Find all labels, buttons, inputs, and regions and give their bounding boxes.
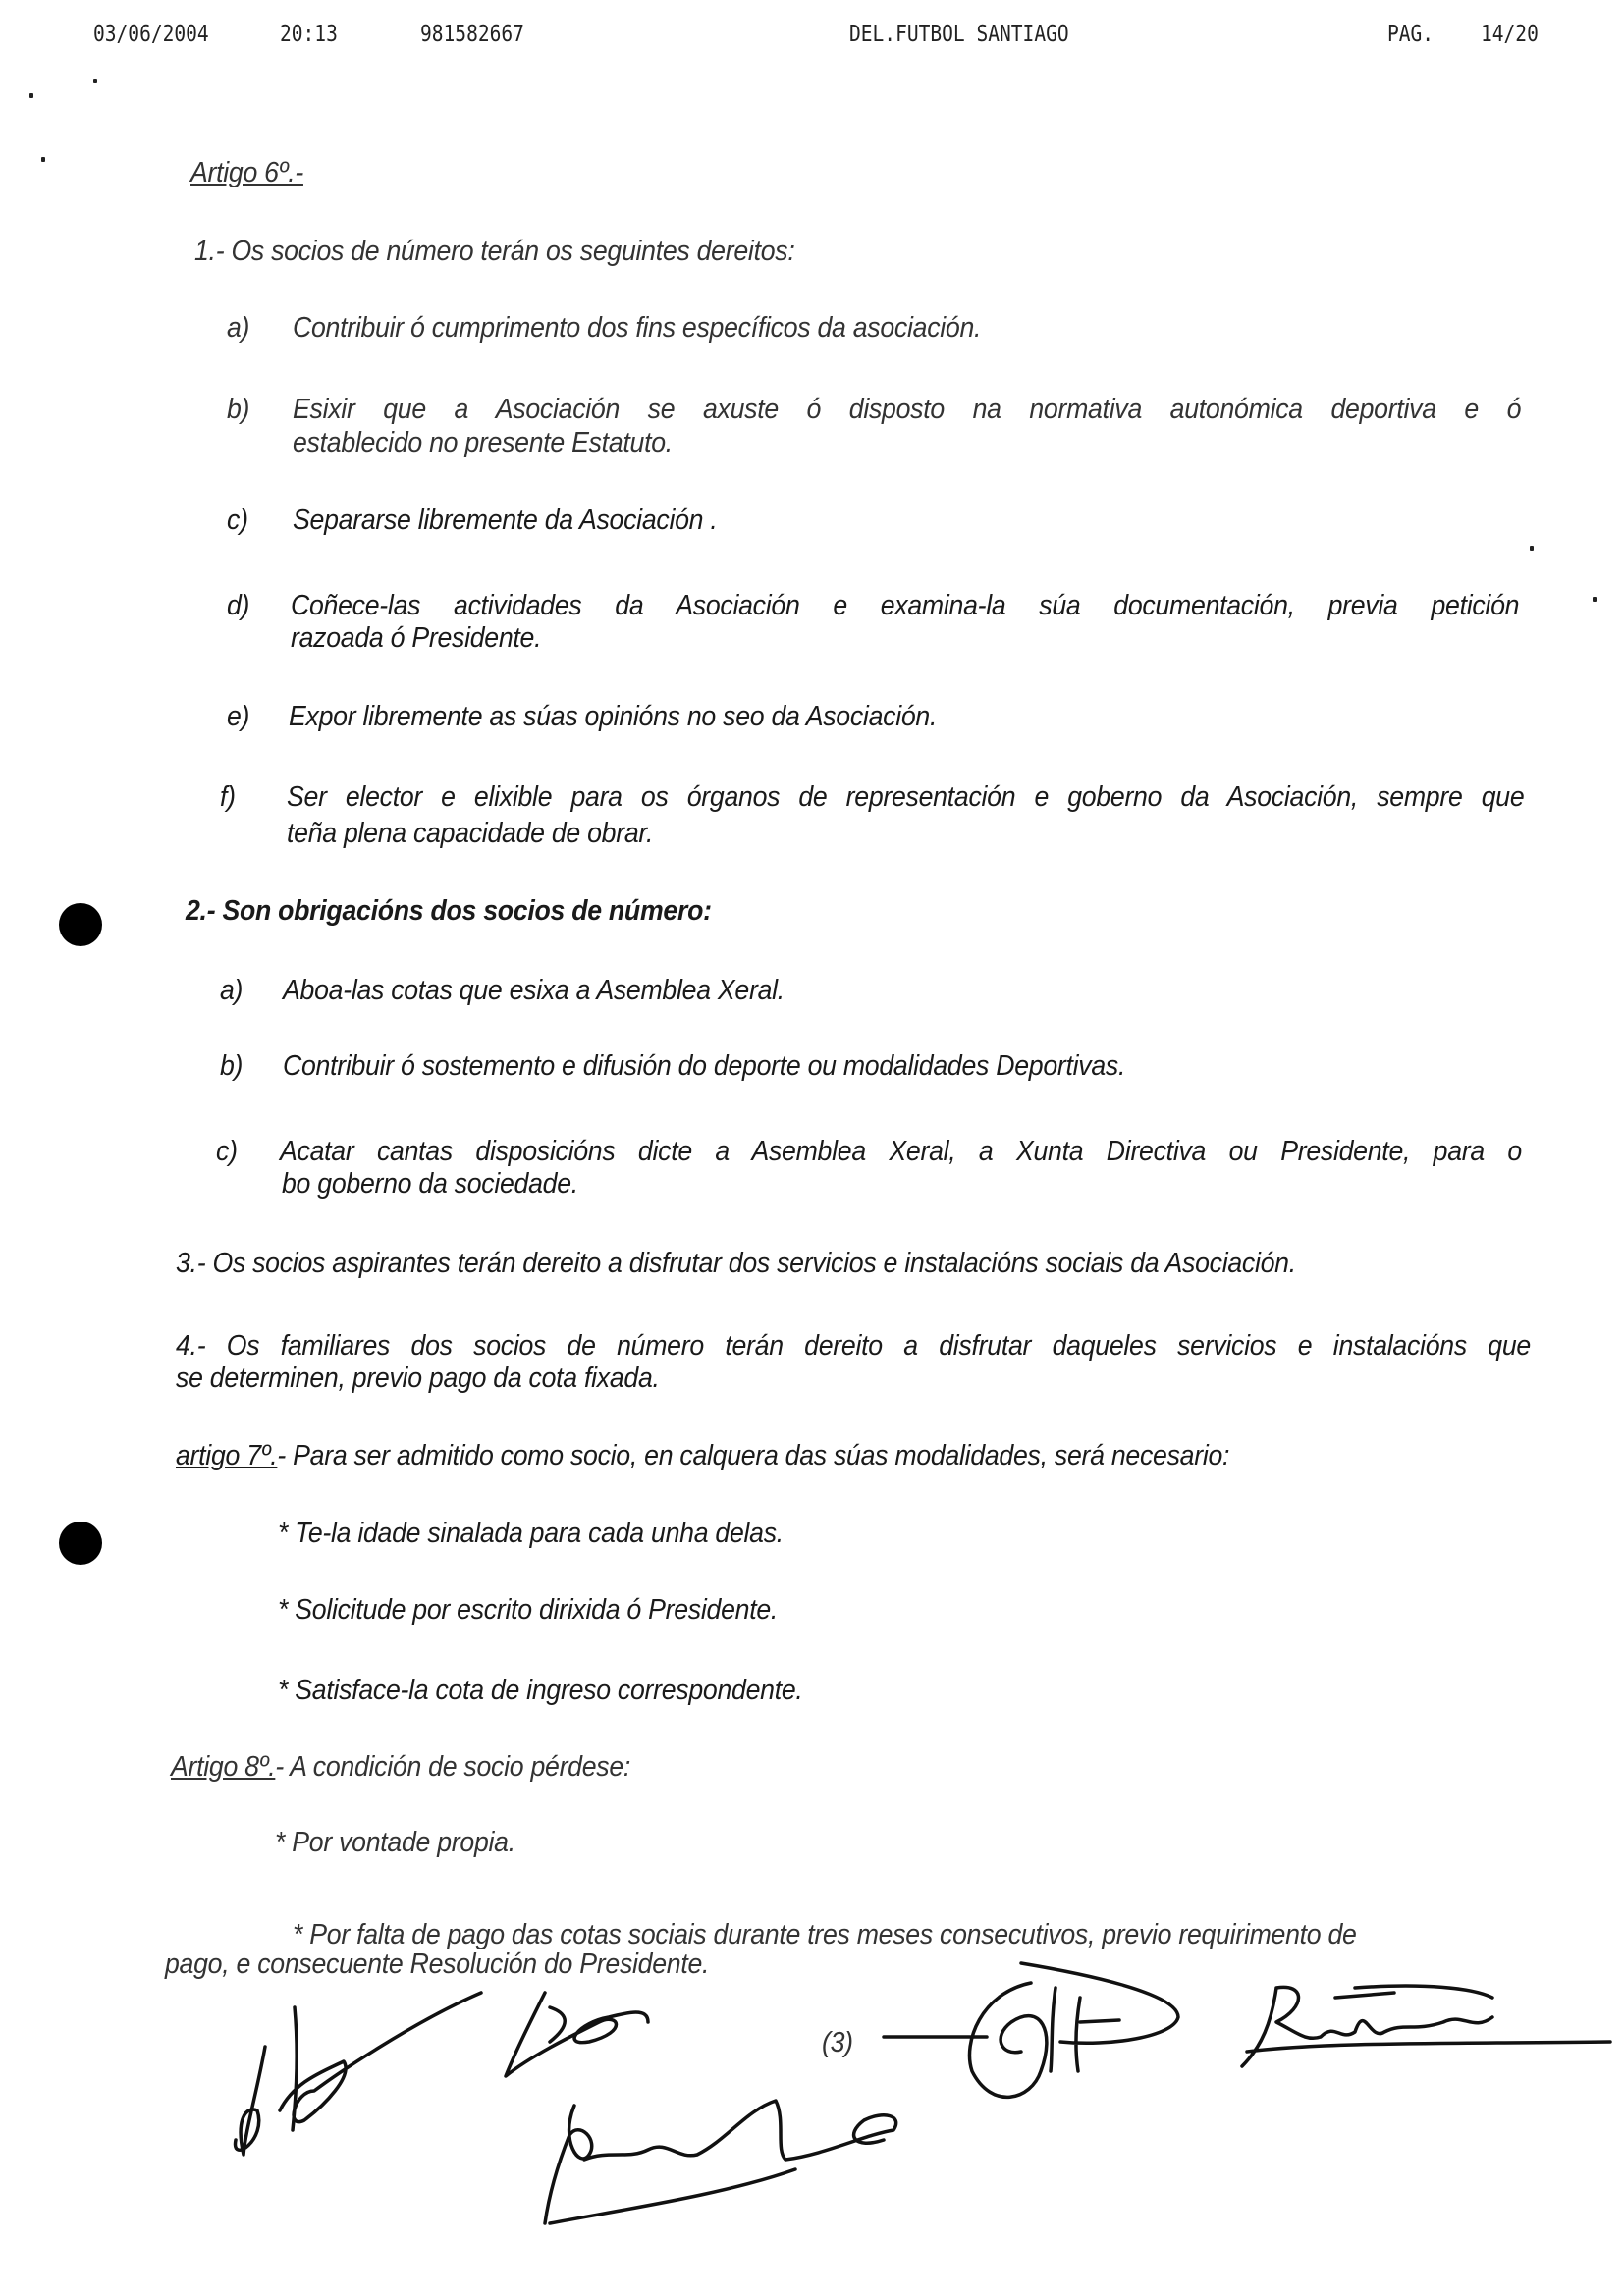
item-label: a) bbox=[220, 975, 244, 1006]
list-item: Acatar cantas disposicións dicte a Asemblea Xeral, a Xunta Directiva ou Presidente, para o bbox=[280, 1136, 1522, 1167]
signature-3 bbox=[545, 2101, 896, 2223]
bullet-item: * Por falta de pago das cotas sociais durante tres meses consecutivos, previo requirimento de bbox=[293, 1919, 1357, 1950]
article-8-intro: - A condición de socio pérdese: bbox=[275, 1751, 631, 1783]
page-counter: 14/20 bbox=[1481, 22, 1539, 47]
list-item: Esixir que a Asociación se axuste ó disposto na normativa autonómica deportiva e ó bbox=[293, 394, 1522, 425]
item-label: a) bbox=[227, 312, 250, 344]
list-item: Expor libremente as súas opinións no seo da Asociación. bbox=[289, 701, 938, 732]
bullet-item: * Por vontade propia. bbox=[275, 1827, 515, 1858]
article-8-heading: Artigo 8º. bbox=[171, 1751, 276, 1783]
list-item-cont: razoada ó Presidente. bbox=[291, 622, 542, 654]
item-label: c) bbox=[227, 505, 248, 536]
bullet-item: * Solicitude por escrito dirixida ó Presidente. bbox=[278, 1594, 779, 1626]
article-6-heading: Artigo 6º.- bbox=[190, 157, 303, 188]
list-item-cont: bo goberno da sociedade. bbox=[282, 1168, 578, 1200]
section-4: 4.- Os familiares dos socios de número terán dereito a disfrutar daqueles servicios e instalacións que bbox=[176, 1330, 1531, 1362]
bullet-item-cont: pago, e consecuente Resolución do Presidente. bbox=[165, 1949, 710, 1980]
fax-sender: DEL.FUTBOL SANTIAGO bbox=[849, 22, 1069, 47]
signature-5 bbox=[1242, 1986, 1610, 2066]
item-label: c) bbox=[216, 1136, 238, 1167]
list-item: Coñece-las actividades da Asociación e examina-la súa documentación, previa petición bbox=[291, 590, 1520, 621]
list-item: Separarse libremente da Asociación . bbox=[293, 505, 718, 536]
section-4-cont: se determinen, previo pago da cota fixada. bbox=[176, 1362, 660, 1394]
article-7-heading: artigo 7º. bbox=[176, 1440, 278, 1471]
signature-4 bbox=[884, 1963, 1178, 2097]
item-label: b) bbox=[227, 394, 250, 425]
signature-1 bbox=[236, 1993, 481, 2155]
section-2-title: 2.- Son obrigacións dos socios de número: bbox=[186, 895, 712, 927]
list-item: Ser elector e elixible para os órganos de representación e goberno da Asociación, sempre que bbox=[287, 781, 1525, 813]
fax-date: 03/06/2004 bbox=[93, 22, 209, 47]
section-1-title: 1.- Os socios de número terán os seguintes dereitos: bbox=[194, 236, 795, 267]
item-label: e) bbox=[227, 701, 250, 732]
list-item: Aboa-las cotas que esixa a Asemblea Xeral. bbox=[283, 975, 785, 1006]
list-item-cont: establecido no presente Estatuto. bbox=[293, 427, 673, 458]
bullet-item: * Te-la idade sinalada para cada unha delas. bbox=[278, 1518, 784, 1549]
list-item-cont: teña plena capacidade de obrar. bbox=[287, 818, 654, 849]
signature-2 bbox=[506, 1993, 648, 2076]
list-item: Contribuir ó sostemento e difusión do deporte ou modalidades Deportivas. bbox=[283, 1050, 1126, 1082]
bullet-item: * Satisface-la cota de ingreso correspondente. bbox=[278, 1675, 803, 1706]
page-label: PAG. bbox=[1387, 22, 1435, 47]
item-label: f) bbox=[220, 781, 236, 813]
article-7-intro: - Para ser admitido como socio, en calquera das súas modalidades, será necesario: bbox=[277, 1440, 1230, 1471]
fax-number: 981582667 bbox=[420, 22, 524, 47]
list-item: Contribuir ó cumprimento dos fins específicos da asociación. bbox=[293, 312, 982, 344]
fax-time: 20:13 bbox=[280, 22, 338, 47]
page-number: (3) bbox=[822, 2027, 853, 2058]
item-label: d) bbox=[227, 590, 250, 621]
section-3: 3.- Os socios aspirantes terán dereito a disfrutar dos servicios e instalacións sociais da Asociación. bbox=[176, 1248, 1296, 1279]
item-label: b) bbox=[220, 1050, 244, 1082]
